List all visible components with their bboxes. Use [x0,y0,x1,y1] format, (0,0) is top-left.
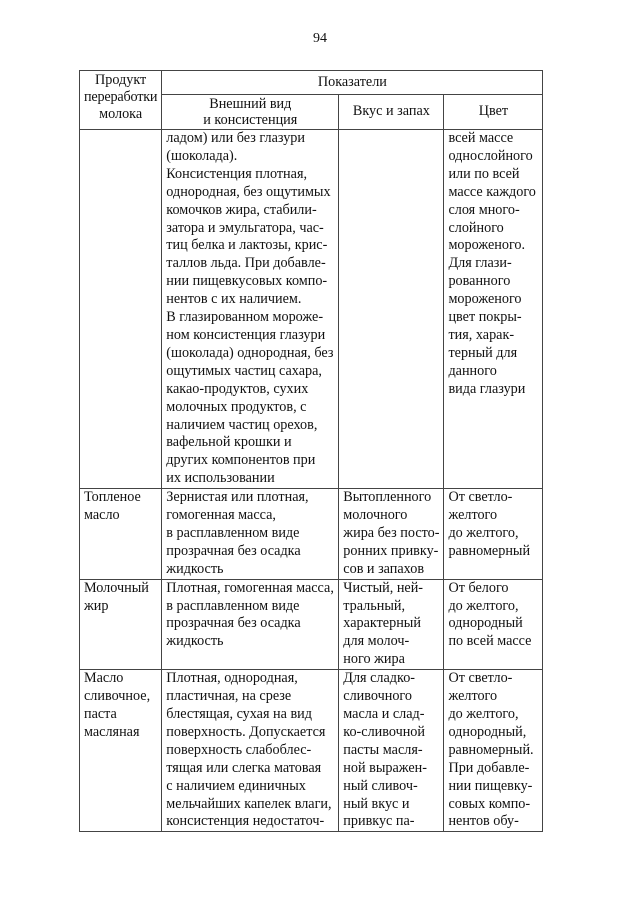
cell-text-line: таллов льда. При добавле- [166,255,326,272]
cell-text-line: комочков жира, стабили- [166,201,317,218]
cell-taste [339,579,444,670]
cell-text-line: мороженого. [448,237,526,254]
cell-text-line: Плотная, гомогенная масса, [166,579,334,596]
cell-color [444,670,543,832]
cell-text-line: слойного [448,219,504,236]
cell-taste [339,670,444,832]
cell-text-line: для молоч- [343,633,410,650]
cell-text-line: ладом) или без глазури [166,130,305,146]
cell-product [80,579,162,670]
cell-text-line: данного [448,362,497,379]
cell-text-line: Плотная, однородная, [166,670,298,687]
cell-text-line: (шоколада). [166,147,238,164]
cell-text-line: их использовании [166,470,275,487]
cell-text-line: до желтого, [448,597,519,614]
cell-text-line: нентов обу- [448,813,519,830]
cell-text-line: до желтого, [448,706,519,722]
cell-text-line: однослойного [448,147,533,164]
cell-text-line: всей массе [448,130,514,146]
header-product-line: Продукт [95,72,147,88]
header-taste: Вкус и запах [339,95,444,130]
header-color: Цвет [444,95,543,130]
cell-text-line: ощутимых частиц сахара, [166,362,322,379]
header-appearance-line: и консистенция [203,112,298,128]
cell-product [80,489,162,580]
cell-text-line: рованного [448,273,511,290]
cell-text-line: гомогенная масса, [166,507,276,524]
cell-text-line: с наличием единичных [166,777,306,794]
cell-text-line: желтого [448,688,498,705]
header-row-top [80,71,543,95]
cell-text-line: в расплавленном виде [166,524,300,541]
cell-text-line: жир [84,597,109,614]
cell-text-line: затора и эмульгатора, час- [166,219,324,236]
cell-text-line: ко-сливочной [343,723,425,740]
header-product-line: переработки [84,89,158,105]
cell-text-line: характерный [343,615,421,632]
table-row [80,489,543,580]
header-product-line: молока [99,106,143,122]
cell-taste [339,489,444,580]
cell-text-line: От белого [448,579,509,596]
cell-text-line: масла и слад- [343,706,425,722]
cell-text-line: наличием частиц орехов, [166,416,318,433]
table-body [80,130,543,832]
table-row [80,579,543,670]
cell-text-line: масляная [84,723,140,740]
cell-text-line: Зернистая или плотная, [166,489,309,506]
header-appearance-line: Внешний вид [209,96,292,112]
cell-text-line: мороженого [448,291,522,308]
cell-text-line: вафельной крошки и [166,434,292,451]
cell-text-line: ный сливоч- [343,777,418,794]
cell-color [444,130,543,489]
cell-text-line: массе каждого [448,183,536,200]
cell-text-line: жира без посто- [343,524,440,541]
cell-text-line: мельчайших капелек влаги, [166,795,332,812]
cell-text-line: до желтого, [448,524,519,541]
table-row [80,670,543,832]
page-number: 94 [313,31,327,46]
cell-text-line: равномерный [448,542,531,559]
cell-text-line: ной выражен- [343,759,427,776]
cell-color [444,489,543,580]
cell-text-line: однородный, [448,723,527,740]
cell-text-line: сов и запахов [343,560,425,577]
cell-appearance [162,130,339,489]
cell-product [80,670,162,832]
cell-text-line: поверхность слабоблес- [166,741,312,758]
cell-text-line: масло [84,507,120,524]
cell-text-line: равномерный. [448,741,534,758]
cell-text-line: Молочный [84,579,149,596]
cell-text-line: в расплавленном виде [166,597,300,614]
cell-text-line: привкус па- [343,813,415,830]
cell-text-line: прозрачная без осадка [166,615,301,632]
cell-text-line: консистенция недостаточ- [166,813,325,830]
cell-appearance [162,579,339,670]
cell-text-line: От светло- [448,670,513,687]
cell-text-line: нии пищевку- [448,777,533,794]
cell-text-line: пасты масля- [343,741,423,758]
table-row [80,130,543,489]
cell-text-line: ронних привку- [343,542,439,559]
cell-text-line: ного жира [343,651,405,668]
cell-text-line: однородный [448,615,523,632]
cell-text-line: сливочное, [84,688,151,705]
quality-indicators-table [79,70,543,832]
cell-text-line: тральный, [343,597,406,614]
cell-text-line: ном консистенция глазури [166,326,326,343]
cell-text-line: тия, харак- [448,326,515,343]
cell-text-line: паста [84,706,117,722]
cell-text-line: Консистенция плотная, [166,165,308,182]
cell-text-line: (шоколада) однородная, без [166,344,334,361]
cell-text-line: молочного [343,507,408,524]
cell-text-line: прозрачная без осадка [166,542,301,559]
cell-text-line: В глазированном мороже- [166,309,324,326]
cell-text-line: блестящая, сухая на вид [166,706,312,722]
header-appearance [162,95,339,130]
cell-appearance [162,489,339,580]
cell-text-line: жидкость [166,633,224,650]
cell-text-line: какао-продуктов, сухих [166,380,309,397]
cell-text-line: При добавле- [448,759,530,776]
cell-appearance [162,670,339,832]
cell-text-line: вида глазури [448,380,526,397]
cell-text-line: Для глази- [448,255,512,272]
cell-text-line: сливочного [343,688,412,705]
cell-text-line: Чистый, ней- [343,579,424,596]
cell-text-line: слоя много- [448,201,520,218]
cell-text-line: тящая или слегка матовая [166,759,322,776]
cell-text-line: желтого [448,507,498,524]
cell-text-line: совых компо- [448,795,531,812]
cell-text-line: цвет покры- [448,309,522,326]
cell-text-line: однородная, без ощутимых [166,183,331,200]
cell-text-line: нентов с их наличием. [166,291,302,308]
cell-text-line: пластичная, на срезе [166,688,292,705]
cell-text-line: по всей массе [448,633,532,650]
cell-text-line: ный вкус и [343,795,410,812]
cell-text-line: или по всей [448,165,520,182]
header-indicators: Показатели [162,71,543,95]
cell-color [444,579,543,670]
cell-text-line: нии пищевкусовых компо- [166,273,328,290]
cell-text-line: жидкость [166,560,224,577]
cell-text-line: От светло- [448,489,513,506]
cell-taste [339,130,444,489]
cell-text-line: тиц белка и лактозы, крис- [166,237,328,254]
cell-text-line: Для сладко- [343,670,416,687]
cell-text-line: молочных продуктов, с [166,398,307,415]
cell-product [80,130,162,489]
header-product [80,71,162,130]
cell-text-line: Вытопленного [343,489,432,506]
cell-text-line: терный для [448,344,518,361]
cell-text-line: поверхность. Допускается [166,723,326,740]
cell-text-line: Топленое [84,489,141,506]
cell-text-line: Масло [84,670,124,687]
cell-text-line: других компонентов при [166,452,316,469]
